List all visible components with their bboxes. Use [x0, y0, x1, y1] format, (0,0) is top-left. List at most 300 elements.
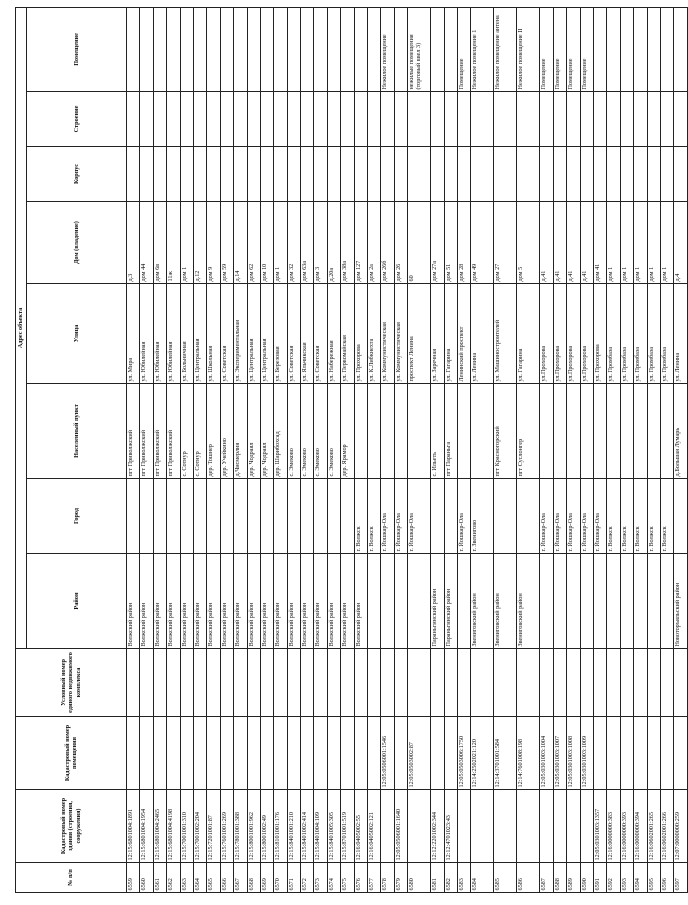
cell-korpus: [580, 147, 593, 202]
header-num: № п/п: [16, 863, 127, 893]
cell-stroenie: [220, 92, 233, 147]
cell-stroenie: [660, 92, 673, 147]
table-row: [593, 7, 606, 892]
cell-street: ул. Школьная: [207, 284, 220, 384]
cell-cad-room: [674, 717, 687, 790]
cell-stroenie: [553, 92, 566, 147]
cell-house: дом 28: [457, 202, 470, 284]
cell-cad-room: [354, 717, 367, 790]
table-row: [354, 7, 367, 892]
cell-district: Волжский район: [193, 554, 206, 649]
cell-cad-room: 12:05:0503002:87: [408, 717, 431, 790]
cell-cad-room: 12:14:7601008:198: [517, 717, 540, 790]
cell-room: [431, 7, 444, 91]
cell-district: Волжский район: [207, 554, 220, 649]
cell-num: 6560: [140, 863, 153, 893]
cell-korpus: [540, 147, 553, 202]
cell-district: Звениговский район: [494, 554, 517, 649]
cell-cad-building: 12:16:0602001:266: [660, 790, 673, 863]
cell-stroenie: [260, 92, 273, 147]
cell-room: Помещение: [567, 7, 580, 91]
cell-korpus: [153, 147, 166, 202]
cell-cad-room: [274, 717, 287, 790]
cell-cad-room: [260, 717, 273, 790]
cell-stroenie: [207, 92, 220, 147]
cell-city: [140, 479, 153, 554]
cell-cad-building: 12:15:8101001:176: [274, 790, 287, 863]
cell-stroenie: [634, 92, 647, 147]
cell-house: дом 32: [287, 202, 300, 284]
cell-cad-room: [140, 717, 153, 790]
cell-korpus: [247, 147, 260, 202]
cell-cad-building: [540, 790, 553, 863]
cell-house: д.4: [674, 202, 687, 284]
cell-num: 6583: [457, 863, 470, 893]
rotated-table-container: [15, 8, 682, 893]
table-row: [567, 7, 580, 892]
cell-cad-building: 12:16:0405002:55: [354, 790, 367, 863]
cell-cond-num: [234, 649, 247, 717]
cell-cad-building: 12:16:0000000:383: [607, 790, 620, 863]
cell-cond-num: [153, 649, 166, 717]
cell-district: [457, 554, 470, 649]
cell-korpus: [471, 147, 494, 202]
cell-city: г. Волжск: [634, 479, 647, 554]
cell-stroenie: [580, 92, 593, 147]
cell-num: 6576: [354, 863, 367, 893]
cell-street: ул. Советская: [220, 284, 233, 384]
cell-cad-building: [567, 790, 580, 863]
cell-house: дом 1: [180, 202, 193, 284]
cell-city: [247, 479, 260, 554]
cell-room: [444, 7, 457, 91]
cell-street: ул. Коммунистическая: [394, 284, 407, 384]
cell-cad-building: 12:15:6801004:1954: [140, 790, 153, 863]
cell-room: [220, 7, 233, 91]
cell-room: Помещение: [580, 7, 593, 91]
cell-settlement: с. Эмеково: [314, 384, 327, 479]
header-row-1: [16, 7, 27, 892]
table-row: [660, 7, 673, 892]
cell-house: дом 26б: [381, 202, 394, 284]
cell-cad-room: [394, 717, 407, 790]
table-row: [674, 7, 687, 892]
cell-num: 6564: [193, 863, 206, 893]
cell-district: Звениговский район: [517, 554, 540, 649]
cell-street: ул. Советская: [314, 284, 327, 384]
cell-street: ул. Яльчикская: [301, 284, 314, 384]
cell-room: [153, 7, 166, 91]
cell-settlement: [634, 384, 647, 479]
cell-house: дом 6в: [153, 202, 166, 284]
cell-room: [674, 7, 687, 91]
cell-cad-building: 12:15:7801001:388: [234, 790, 247, 863]
cell-korpus: [234, 147, 247, 202]
cell-cad-building: [517, 790, 540, 863]
cell-settlement: [567, 384, 580, 479]
cell-house: 11ж: [167, 202, 180, 284]
cell-house: дом 38а: [341, 202, 354, 284]
cell-settlement: [408, 384, 431, 479]
cell-korpus: [593, 147, 606, 202]
cell-num: 6572: [301, 863, 314, 893]
cell-num: 6561: [153, 863, 166, 893]
cell-street: ул.Прохорова: [540, 284, 553, 384]
cell-stroenie: [341, 92, 354, 147]
table-row: [301, 7, 314, 892]
table-row: [494, 7, 517, 892]
cell-house: д.41: [580, 202, 593, 284]
cell-settlement: [593, 384, 606, 479]
cell-street: ул. Набережная: [327, 284, 340, 384]
cell-district: [580, 554, 593, 649]
cell-korpus: [444, 147, 457, 202]
cell-cad-room: [193, 717, 206, 790]
cell-settlement: пгт Приволжский: [167, 384, 180, 479]
cell-settlement: дер. Ярамор: [341, 384, 354, 479]
cell-korpus: [260, 147, 273, 202]
cell-num: 6569: [260, 863, 273, 893]
cell-stroenie: [381, 92, 394, 147]
cell-street: ул. Промбаза: [634, 284, 647, 384]
cell-settlement: [580, 384, 593, 479]
cell-num: 6575: [341, 863, 354, 893]
cell-cond-num: [471, 649, 494, 717]
cell-room: [140, 7, 153, 91]
cell-korpus: [553, 147, 566, 202]
cell-street: ул. Прохорова: [354, 284, 367, 384]
cell-cad-building: 12:16:0602001:265: [647, 790, 660, 863]
cell-korpus: [327, 147, 340, 202]
cell-num: 6578: [381, 863, 394, 893]
cell-room: Нежилое помещение II: [517, 7, 540, 91]
cell-korpus: [301, 147, 314, 202]
cell-cad-building: [580, 790, 593, 863]
cell-num: 6594: [634, 863, 647, 893]
cell-district: Волжский район: [287, 554, 300, 649]
cell-num: 6566: [220, 863, 233, 893]
cell-street: Ленинский проспект: [457, 284, 470, 384]
cell-house: дом 1: [274, 202, 287, 284]
cell-stroenie: [431, 92, 444, 147]
cell-house: д.12: [193, 202, 206, 284]
cell-cad-room: [314, 717, 327, 790]
cell-district: Параньгинский район: [444, 554, 457, 649]
table-row: [180, 7, 193, 892]
cell-room: [341, 7, 354, 91]
cell-cond-num: [287, 649, 300, 717]
cell-house: дом 1: [660, 202, 673, 284]
cell-settlement: [647, 384, 660, 479]
cell-stroenie: [494, 92, 517, 147]
cell-room: [260, 7, 273, 91]
cell-cad-building: 12:07:0000000:259: [674, 790, 687, 863]
cell-korpus: [408, 147, 431, 202]
cell-street: ул. Заречная: [431, 284, 444, 384]
cell-cad-building: [408, 790, 431, 863]
cell-korpus: [457, 147, 470, 202]
cell-cond-num: [494, 649, 517, 717]
cell-settlement: пгт Приволжский: [140, 384, 153, 479]
cell-room: [368, 7, 381, 91]
cell-district: Волжский район: [354, 554, 367, 649]
cell-settlement: [368, 384, 381, 479]
cell-cad-building: 12:15:8401001:210: [287, 790, 300, 863]
table-row: [540, 7, 553, 892]
cell-room: [301, 7, 314, 91]
cell-settlement: [540, 384, 553, 479]
cell-cad-building: 12:15:8401002:414: [301, 790, 314, 863]
table-row: [457, 7, 470, 892]
cell-cond-num: [314, 649, 327, 717]
cell-district: Волжский район: [327, 554, 340, 649]
cell-room: [207, 7, 220, 91]
cell-street: проспект Ленина: [408, 284, 431, 384]
cell-street: ул. Центральная: [260, 284, 273, 384]
cell-city: [301, 479, 314, 554]
cell-cond-num: [381, 649, 394, 717]
cell-settlement: [457, 384, 470, 479]
cell-street: ул. Промбаза: [620, 284, 633, 384]
cell-cad-building: [471, 790, 494, 863]
cell-cond-num: [634, 649, 647, 717]
cell-num: 6581: [431, 863, 444, 893]
cell-room: нежилые помещения (торговый ввел 3): [408, 7, 431, 91]
cell-house: дом 62: [247, 202, 260, 284]
cell-city: г. Йошкар-Ола: [540, 479, 553, 554]
table-row: [444, 7, 457, 892]
cell-street: ул. Коммунистическая: [381, 284, 394, 384]
cell-district: Волжский район: [274, 554, 287, 649]
cell-settlement: [553, 384, 566, 479]
cell-settlement: пгт Приволжский: [127, 384, 140, 479]
cell-room: Нежилое помещение: [381, 7, 394, 91]
cell-settlement: с. Эмеково: [301, 384, 314, 479]
cell-stroenie: [444, 92, 457, 147]
cell-cad-building: 12:15:7001002:204: [193, 790, 206, 863]
cell-street: ул. Ленина: [471, 284, 494, 384]
cell-korpus: [140, 147, 153, 202]
cell-district: Волжский район: [220, 554, 233, 649]
cell-cad-building: 12:15:8001001:962: [247, 790, 260, 863]
cell-num: 6587: [540, 863, 553, 893]
cell-korpus: [127, 147, 140, 202]
cell-cond-num: [167, 649, 180, 717]
cell-korpus: [207, 147, 220, 202]
cell-korpus: [431, 147, 444, 202]
cell-city: г. Йошкар-Ола: [394, 479, 407, 554]
cell-house: дом 3: [314, 202, 327, 284]
cell-cad-room: [634, 717, 647, 790]
table-row: [167, 7, 180, 892]
cell-cad-room: [234, 717, 247, 790]
table-row: [620, 7, 633, 892]
cell-cad-building: 12:15:8001002:49: [260, 790, 273, 863]
cell-room: Нежилое помещение 1: [471, 7, 494, 91]
cell-house: дом 127: [354, 202, 367, 284]
cell-stroenie: [301, 92, 314, 147]
cell-district: [553, 554, 566, 649]
table-row: [193, 7, 206, 892]
header-street: Улица: [27, 284, 127, 384]
cell-room: [193, 7, 206, 91]
cell-city: [431, 479, 444, 554]
cell-cond-num: [580, 649, 593, 717]
cell-cond-num: [260, 649, 273, 717]
cell-settlement: пгт Суслонгер: [517, 384, 540, 479]
table-row: [260, 7, 273, 892]
cell-district: [660, 554, 673, 649]
cell-house: дом 27а: [431, 202, 444, 284]
cell-cad-room: [660, 717, 673, 790]
cell-cad-room: [327, 717, 340, 790]
cell-cad-building: 12:12:2201002:344: [431, 790, 444, 863]
cell-korpus: [660, 147, 673, 202]
cell-street: ул.Прохорова: [553, 284, 566, 384]
cell-num: 6585: [494, 863, 517, 893]
cell-house: дом 59: [220, 202, 233, 284]
cell-settlement: дер. Чодраял: [260, 384, 273, 479]
cell-korpus: [341, 147, 354, 202]
cell-street: ул. Центральная: [193, 284, 206, 384]
cell-stroenie: [180, 92, 193, 147]
cell-cond-num: [180, 649, 193, 717]
cell-room: [647, 7, 660, 91]
cell-cond-num: [368, 649, 381, 717]
cell-district: Новоторъяльский район: [674, 554, 687, 649]
cell-cad-room: [647, 717, 660, 790]
cell-street: ул. Экспериментальная: [234, 284, 247, 384]
cell-stroenie: [287, 92, 300, 147]
table-row: [517, 7, 540, 892]
table-row: [580, 7, 593, 892]
cell-settlement: [381, 384, 394, 479]
cell-cond-num: [457, 649, 470, 717]
cell-room: [394, 7, 407, 91]
cell-street: ул. Гагарина: [517, 284, 540, 384]
cell-cad-building: 12:16:0000000:393: [620, 790, 633, 863]
cell-district: [620, 554, 633, 649]
cell-settlement: [607, 384, 620, 479]
cell-korpus: [567, 147, 580, 202]
cell-num: 6571: [287, 863, 300, 893]
cell-street: ул. Юбилейная: [153, 284, 166, 384]
cell-korpus: [354, 147, 367, 202]
cell-city: г. Йошкар-Ола: [408, 479, 431, 554]
cell-cond-num: [408, 649, 431, 717]
cell-settlement: пгт Приволжский: [153, 384, 166, 479]
cell-settlement: с. Эмеково: [327, 384, 340, 479]
cell-district: [368, 554, 381, 649]
table-row: [647, 7, 660, 892]
cell-settlement: с. Сотнур: [180, 384, 193, 479]
cell-cond-num: [517, 649, 540, 717]
cell-house: д.41: [567, 202, 580, 284]
table-row: [127, 7, 140, 892]
cell-room: [247, 7, 260, 91]
cell-district: [634, 554, 647, 649]
cell-room: [634, 7, 647, 91]
cell-street: ул. Гагарина: [444, 284, 457, 384]
cell-room: Помещение: [457, 7, 470, 91]
cell-house: дом 51: [444, 202, 457, 284]
cell-city: [327, 479, 340, 554]
cell-cond-num: [140, 649, 153, 717]
cell-house: дом 26: [394, 202, 407, 284]
cell-cad-room: [301, 717, 314, 790]
cell-cad-room: [207, 717, 220, 790]
cell-korpus: [220, 147, 233, 202]
cell-num: 6573: [314, 863, 327, 893]
cell-korpus: [368, 147, 381, 202]
cell-settlement: с. Эмеково: [287, 384, 300, 479]
cell-cad-room: 12:05:0506001:1546: [381, 717, 394, 790]
header-cond-num: Условный номер единого недвижимого комплекса: [16, 649, 127, 717]
cell-num: 6596: [660, 863, 673, 893]
cell-num: 6588: [553, 863, 566, 893]
cell-room: [167, 7, 180, 91]
cell-house: дом 49: [471, 202, 494, 284]
cell-room: [660, 7, 673, 91]
cell-cad-room: 12:14:3701001:584: [494, 717, 517, 790]
cell-street: ул. Центральная: [247, 284, 260, 384]
cell-stroenie: [153, 92, 166, 147]
cell-stroenie: [517, 92, 540, 147]
table-row: [220, 7, 233, 892]
cell-cond-num: [220, 649, 233, 717]
table-row: [634, 7, 647, 892]
cell-num: 6597: [674, 863, 687, 893]
cell-district: Волжский район: [341, 554, 354, 649]
cell-num: 6563: [180, 863, 193, 893]
cell-stroenie: [540, 92, 553, 147]
cell-house: дом 1: [620, 202, 633, 284]
table-row: [153, 7, 166, 892]
cell-cond-num: [553, 649, 566, 717]
cell-district: [593, 554, 606, 649]
cell-cad-building: [494, 790, 517, 863]
cell-korpus: [634, 147, 647, 202]
cell-settlement: [620, 384, 633, 479]
cell-district: Волжский район: [167, 554, 180, 649]
cell-num: 6582: [444, 863, 457, 893]
cell-city: [444, 479, 457, 554]
cell-street: ул. Промбаза: [607, 284, 620, 384]
cell-house: дом 2а: [368, 202, 381, 284]
cell-house: дом 1: [634, 202, 647, 284]
cell-num: 6562: [167, 863, 180, 893]
cell-city: [167, 479, 180, 554]
cell-korpus: [494, 147, 517, 202]
cell-num: 6595: [647, 863, 660, 893]
cell-korpus: [517, 147, 540, 202]
cell-settlement: с. Ильеть: [431, 384, 444, 479]
cell-city: г. Йошкар-Ола: [553, 479, 566, 554]
table-body: [127, 7, 688, 892]
cell-house: дом 63а: [301, 202, 314, 284]
cell-cond-num: [593, 649, 606, 717]
cell-house: д.41: [540, 202, 553, 284]
cell-cond-num: [247, 649, 260, 717]
cell-settlement: [471, 384, 494, 479]
cell-city: г. Волжск: [620, 479, 633, 554]
table-row: [607, 7, 620, 892]
cell-district: Волжский район: [260, 554, 273, 649]
cell-settlement: дер. Чодраял: [247, 384, 260, 479]
cell-stroenie: [354, 92, 367, 147]
cell-room: [274, 7, 287, 91]
cell-stroenie: [127, 92, 140, 147]
